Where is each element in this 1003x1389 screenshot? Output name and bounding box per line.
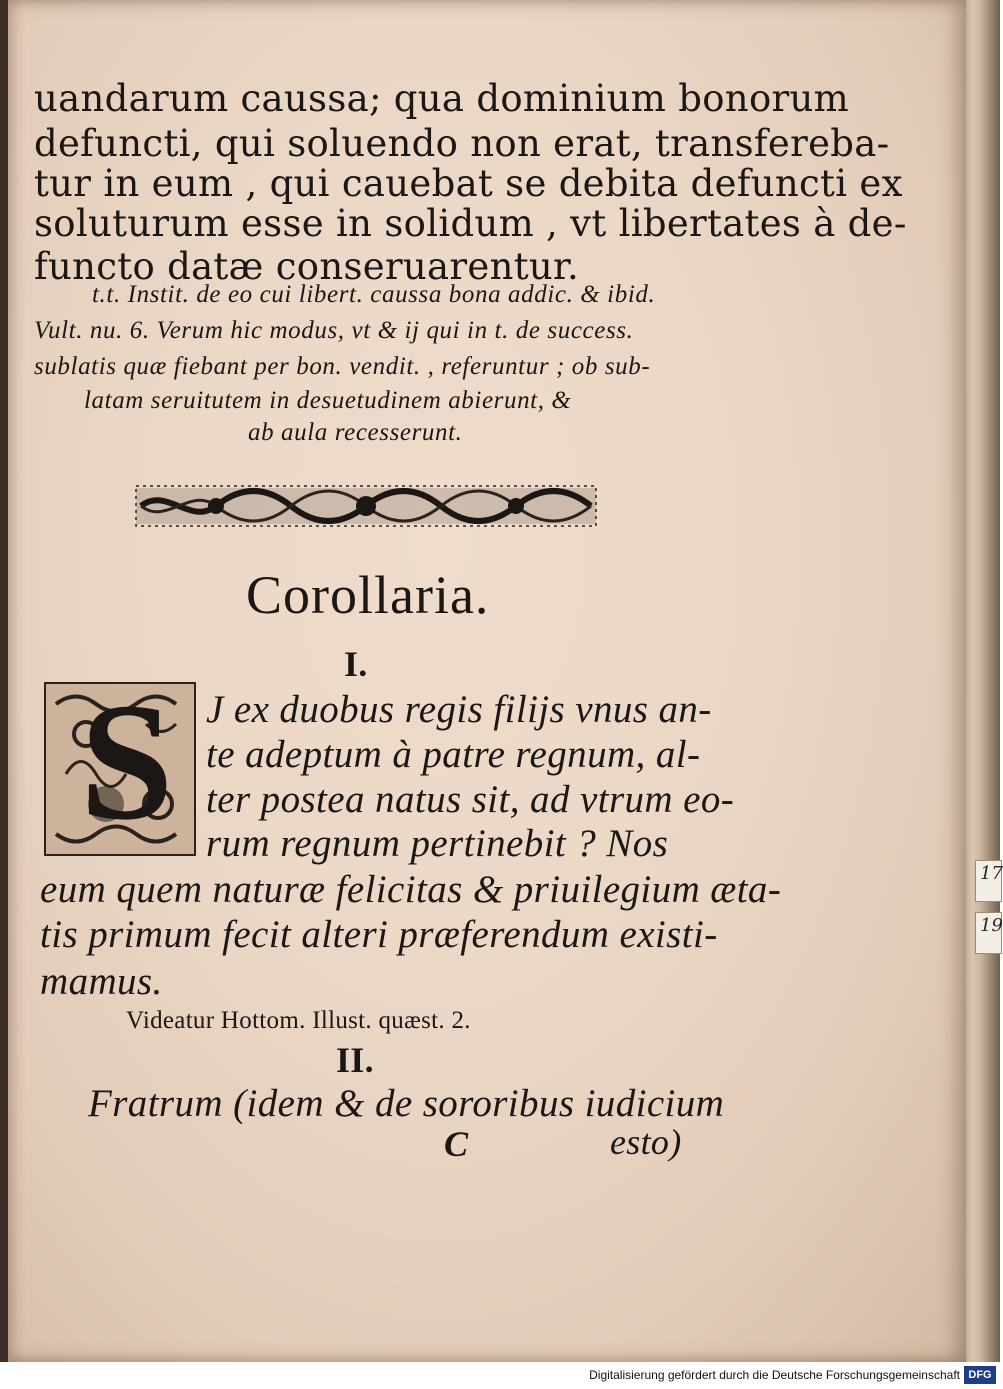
note-line: Vult. nu. 6. Verum hic modus, vt & ij qui in t. de success. <box>34 317 634 344</box>
edge-tab <box>975 912 1002 954</box>
corollary-line: te adeptum à patre regnum, al- <box>206 733 701 776</box>
initial-letter: S <box>80 669 174 855</box>
body-line: uandarum caussa; qua dominium bonorum <box>34 77 850 120</box>
note-line: latam seruitutem in desuetudinem abierunt, & <box>84 387 572 414</box>
dfg-logo-icon: DFG <box>964 1366 996 1384</box>
corollary-number: II. <box>336 1040 374 1080</box>
corollary-line: mamus. <box>40 960 163 1003</box>
corollary-line: eum quem naturæ felicitas & priuilegium æta- <box>40 868 782 911</box>
decorated-initial <box>44 669 196 856</box>
body-line: functo datæ conseruarentur. <box>34 245 580 288</box>
catchword: esto) <box>610 1122 682 1162</box>
body-line: soluturum esse in solidum , vt libertates à de- <box>34 202 907 245</box>
section-heading: Corollaria. <box>246 565 490 625</box>
edge-tab <box>975 860 1002 902</box>
ornament-headpiece <box>136 482 596 530</box>
body-line: tur in eum , qui cauebat se debita defuncti ex <box>34 162 903 205</box>
book-page <box>8 0 966 1362</box>
corollary-line: ter postea natus sit, ad vtrum eo- <box>206 778 735 821</box>
footer-credit: Digitalisierung gefördert durch die Deutsche Forschungsgemeinschaft <box>589 1368 960 1382</box>
corollary-line: rum regnum pertinebit ? Nos <box>206 822 669 865</box>
corollary-line: tis primum fecit alteri præferendum existi- <box>40 913 718 956</box>
edge-tab-label: 19 <box>980 915 1003 936</box>
corollary-number: I. <box>344 644 368 684</box>
signature-mark: C <box>444 1124 469 1164</box>
edge-tab-label: 17 <box>980 863 1003 884</box>
corollary-line: J ex duobus regis filijs vnus an- <box>206 688 712 731</box>
note-line: sublatis quæ fiebant per bon. vendit. , referuntur ; ob sub- <box>34 353 651 380</box>
corollary-line: Fratrum (idem & de sororibus iudicium <box>88 1082 725 1125</box>
body-line: defuncti, qui soluendo non erat, transfereba- <box>34 122 890 165</box>
note-line: t.t. Instit. de eo cui libert. caussa bona addic. & ibid. <box>92 281 656 308</box>
reference-line: Videatur Hottom. Illust. quæst. 2. <box>126 1007 471 1034</box>
digitization-footer <box>0 1362 1000 1389</box>
note-line: ab aula recesserunt. <box>248 419 463 446</box>
